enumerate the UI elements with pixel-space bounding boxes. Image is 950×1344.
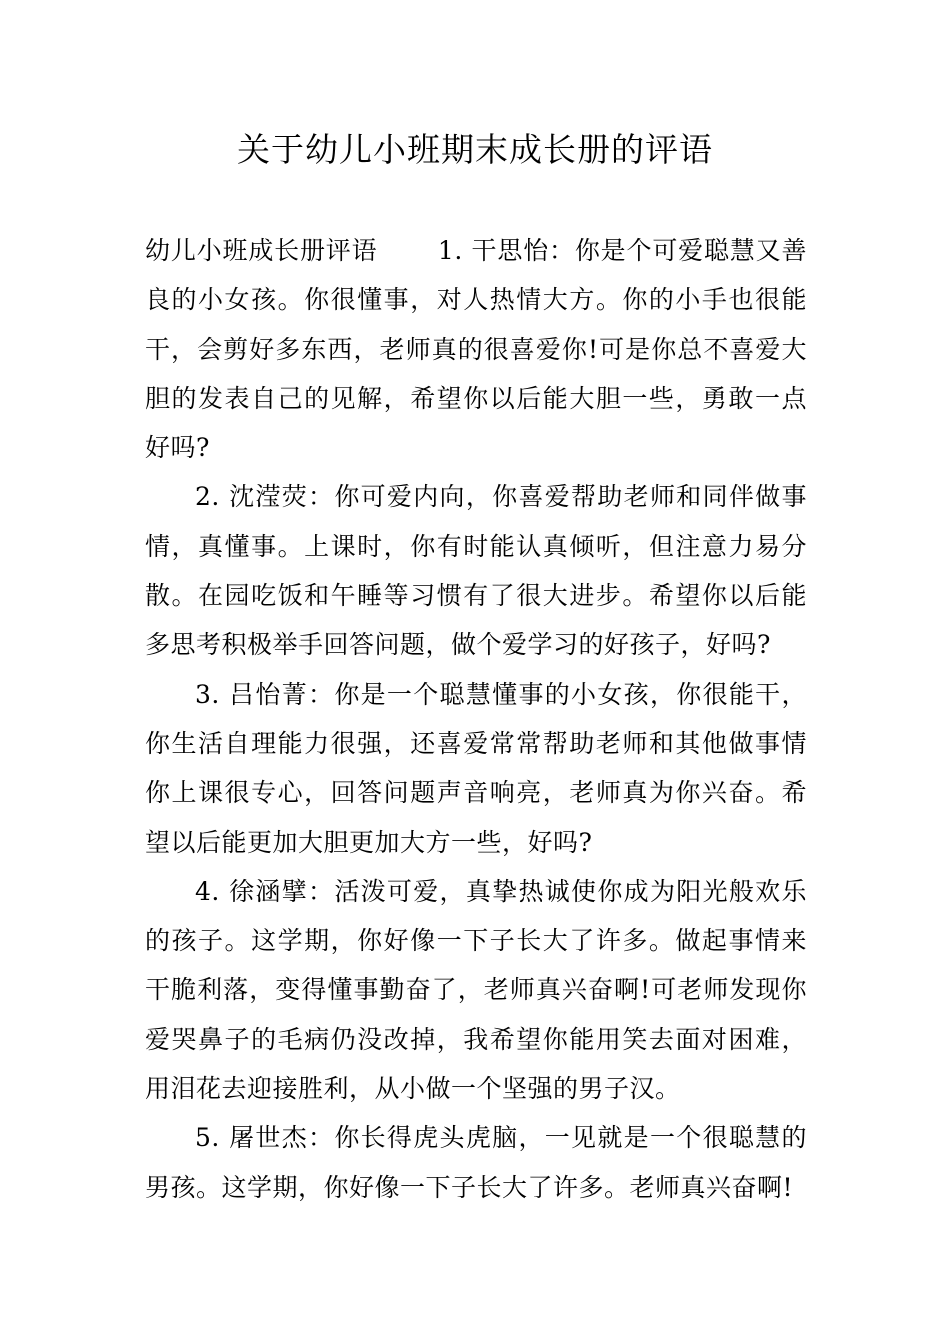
paragraph-comment-5: 5. 屠世杰：你长得虎头虎脑，一见就是一个很聪慧的男孩。这学期，你好像一下子长大了许多。老师真兴奋啊! (145, 1123, 807, 1202)
paragraph-comment-4: 4. 徐涵擘：活泼可爱，真挚热诚使你成为阳光般欢乐的孩子。这学期，你好像一下子长大了许多。做起事情来干脆利落，变得懂事勤奋了，老师真兴奋啊!可老师发现你爱哭鼻子的毛病仍没改掉，我希望你能用笑去面对困难，用泪花去迎接胜利，从小做一个坚强的男子汉。 (145, 876, 807, 1104)
document-title: 关于幼儿小班期末成长册的评语 (237, 130, 713, 169)
paragraph-intro-comment-1: 幼儿小班成长册评语 1. 干思怡：你是个可爱聪慧又善良的小女孩。你很懂事，对人热情大方。你的小手也很能干，会剪好多东西，老师真的很喜爱你!可是你总不喜爱大胆的发表自己的见解，希望你以后能大胆一些，勇敢一点好吗? (145, 236, 807, 463)
paragraph-comment-3: 3. 吕怡菁：你是一个聪慧懂事的小女孩，你很能干，你生活自理能力很强，还喜爱常常帮助老师和其他做事情你上课很专心，回答问题声音响亮，老师真为你兴奋。希望以后能更加大胆更加大方一些，好吗? (145, 679, 807, 857)
document-body (145, 226, 807, 1212)
paragraph-comment-2: 2. 沈滢荧：你可爱内向，你喜爱帮助老师和同伴做事情，真懂事。上课时，你有时能认真倾听，但注意力易分散。在园吃饭和午睡等习惯有了很大进步。希望你以后能多思考积极举手回答问题，做个爱学习的好孩子，好吗? (145, 482, 807, 660)
